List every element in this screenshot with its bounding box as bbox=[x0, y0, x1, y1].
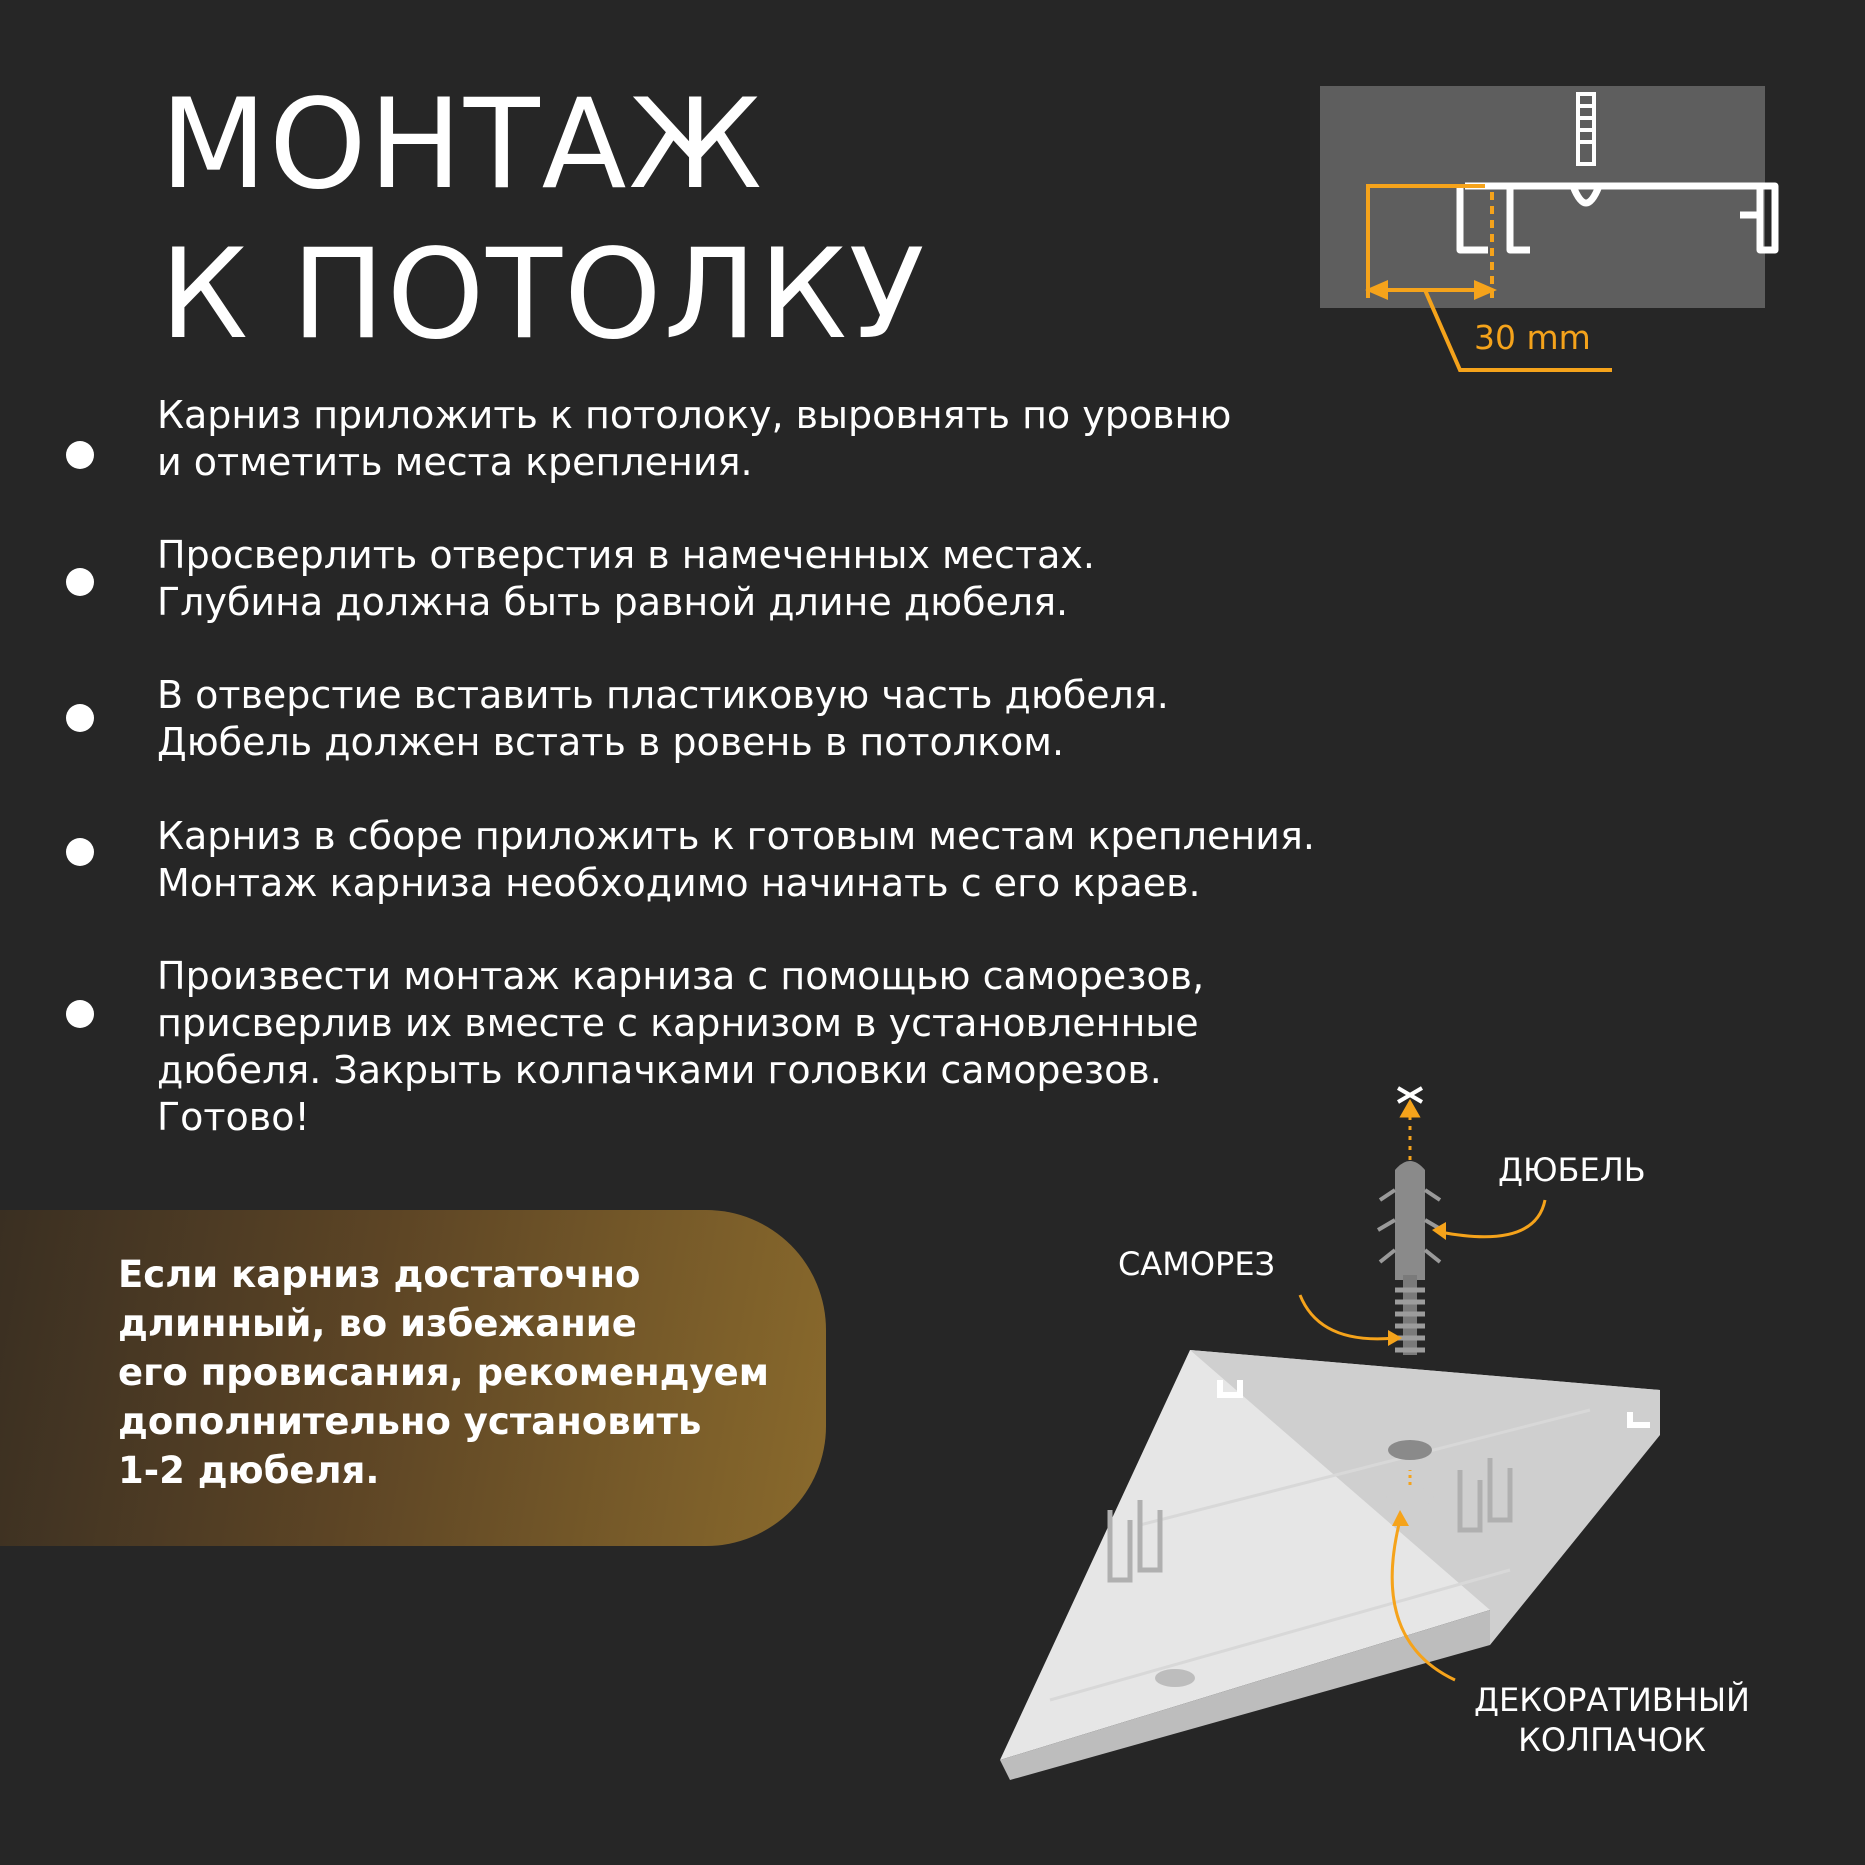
dimension-label: 30 mm bbox=[1474, 318, 1591, 357]
bullet-icon bbox=[66, 838, 94, 866]
dowel-icon bbox=[1378, 1161, 1442, 1280]
step-text: Произвести монтаж карниза с помощью саморезов, присверлив их вместе с карнизом в установленные дюбеля. Закрыть колпачками головки саморезов. Готово! bbox=[157, 954, 1205, 1139]
step-text: Карниз в сборе приложить к готовым местам крепления. Монтаж карниза необходимо начинать с его краев. bbox=[157, 814, 1315, 905]
recommendation-text: Если карниз достаточно длинный, во избежание его провисания, рекомендуем дополнительно установить 1-2 дюбеля. bbox=[118, 1253, 769, 1492]
screw-icon bbox=[1395, 1275, 1425, 1355]
callout-dowel: ДЮБЕЛЬ bbox=[1498, 1151, 1646, 1189]
callout-screw: САМОРЕЗ bbox=[1118, 1245, 1276, 1283]
recommendation-box bbox=[0, 1210, 826, 1546]
step-text: В отверстие вставить пластиковую часть дюбеля. Дюбель должен встать в ровень в потолком. bbox=[157, 673, 1169, 764]
title-line-1: МОНТАЖ bbox=[160, 73, 764, 217]
callout-cap: ДЕКОРАТИВНЫЙ КОЛПАЧОК bbox=[1474, 1681, 1750, 1759]
cap-icon bbox=[1386, 1487, 1434, 1507]
remove-arrow-icon bbox=[1402, 1102, 1418, 1160]
bullet-icon bbox=[66, 1000, 94, 1028]
bullet-icon bbox=[66, 441, 94, 469]
bullet-icon bbox=[66, 704, 94, 732]
step-text: Просверлить отверстия в намеченных местах. Глубина должна быть равной длине дюбеля. bbox=[157, 533, 1095, 624]
title-line-2: К ПОТОЛКУ bbox=[160, 223, 927, 367]
step-text: Карниз приложить к потолоку, выровнять по уровню и отметить места крепления. bbox=[157, 393, 1232, 484]
bullet-icon bbox=[66, 568, 94, 596]
screw-head-icon bbox=[1388, 1440, 1432, 1460]
